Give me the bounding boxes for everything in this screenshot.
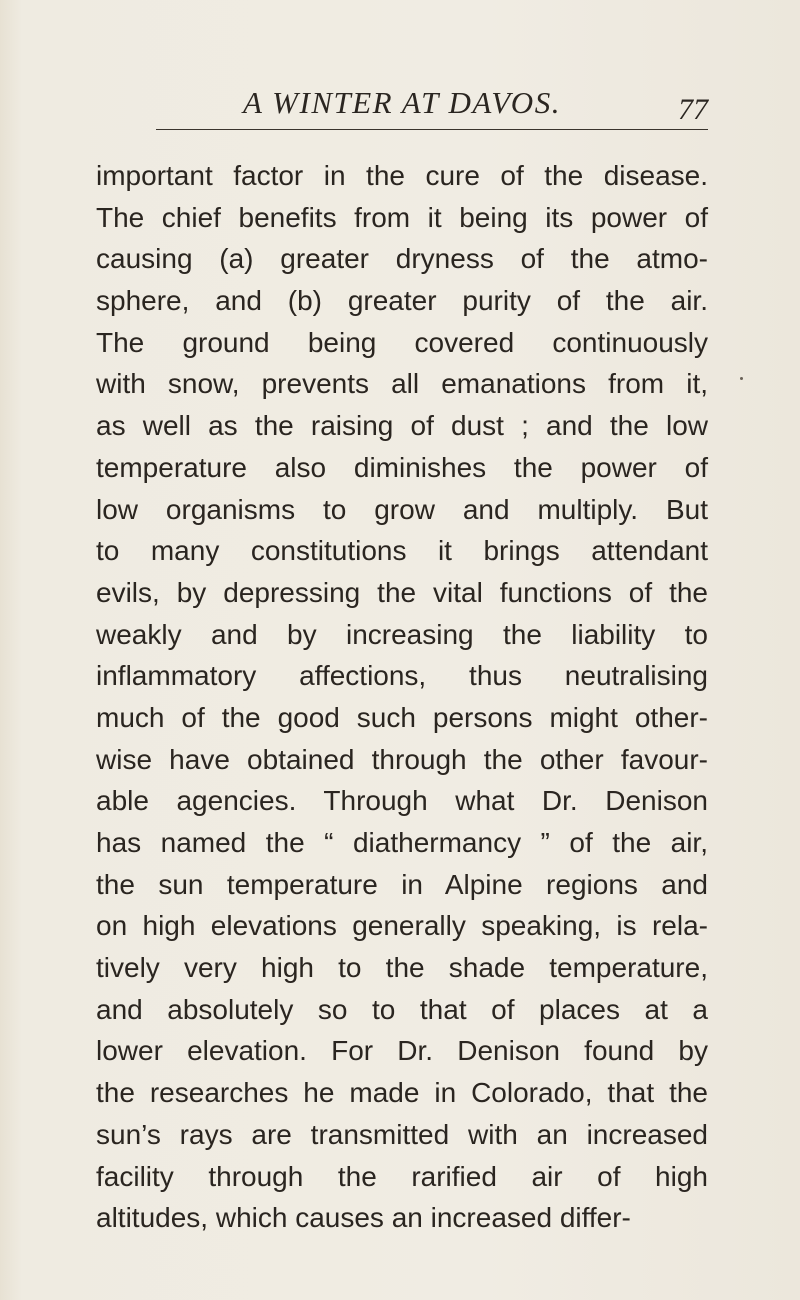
text-line: temperature also diminishes the power of [96, 451, 708, 483]
text-line: The ground being covered continuously [96, 326, 708, 358]
text-line: the sun temperature in Alpine regions and [96, 868, 708, 900]
text-line: causing (a) greater dryness of the atmo- [96, 243, 708, 275]
text-line: altitudes, which causes an increased differ- [96, 1202, 631, 1234]
text-line: much of the good such persons might other- [96, 701, 708, 733]
text-line: evils, by depressing the vital functions of the [96, 576, 708, 608]
text-line: facility through the rarified air of high [96, 1160, 708, 1192]
text-line: as well as the raising of dust ; and the low [96, 410, 708, 442]
page-number: 77 [678, 93, 708, 126]
text-line: able agencies. Through what Dr. Denison [96, 785, 708, 817]
page-header [96, 85, 708, 125]
margin-speck [740, 377, 743, 380]
text-line: the researches he made in Colorado, that the [96, 1077, 708, 1109]
body-paragraph [96, 155, 708, 1239]
text-line: to many constitutions it brings attendant [96, 535, 708, 567]
text-line: and absolutely so to that of places at a [96, 993, 708, 1025]
text-line: has named the “ diathermancy ” of the air, [96, 827, 708, 858]
text-line: The chief benefits from it being its power of [96, 201, 708, 233]
text-line: low organisms to grow and multiply. But [96, 493, 708, 525]
text-line: with snow, prevents all emanations from it, [96, 368, 708, 400]
text-line: tively very high to the shade temperature, [96, 952, 708, 984]
header-rule [156, 129, 708, 130]
text-line: on high elevations generally speaking, is rela- [96, 910, 708, 942]
text-line: sphere, and (b) greater purity of the air. [96, 285, 708, 317]
running-title: A WINTER AT DAVOS. [243, 85, 561, 120]
text-line: sun’s rays are transmitted with an increased [96, 1118, 708, 1150]
text-line: wise have obtained through the other favour- [96, 743, 708, 775]
text-line: weakly and by increasing the liability to [96, 618, 708, 650]
text-line: important factor in the cure of the disease. [96, 160, 708, 191]
text-line: inflammatory affections, thus neutralising [96, 660, 708, 692]
text-line: lower elevation. For Dr. Denison found by [96, 1035, 708, 1067]
